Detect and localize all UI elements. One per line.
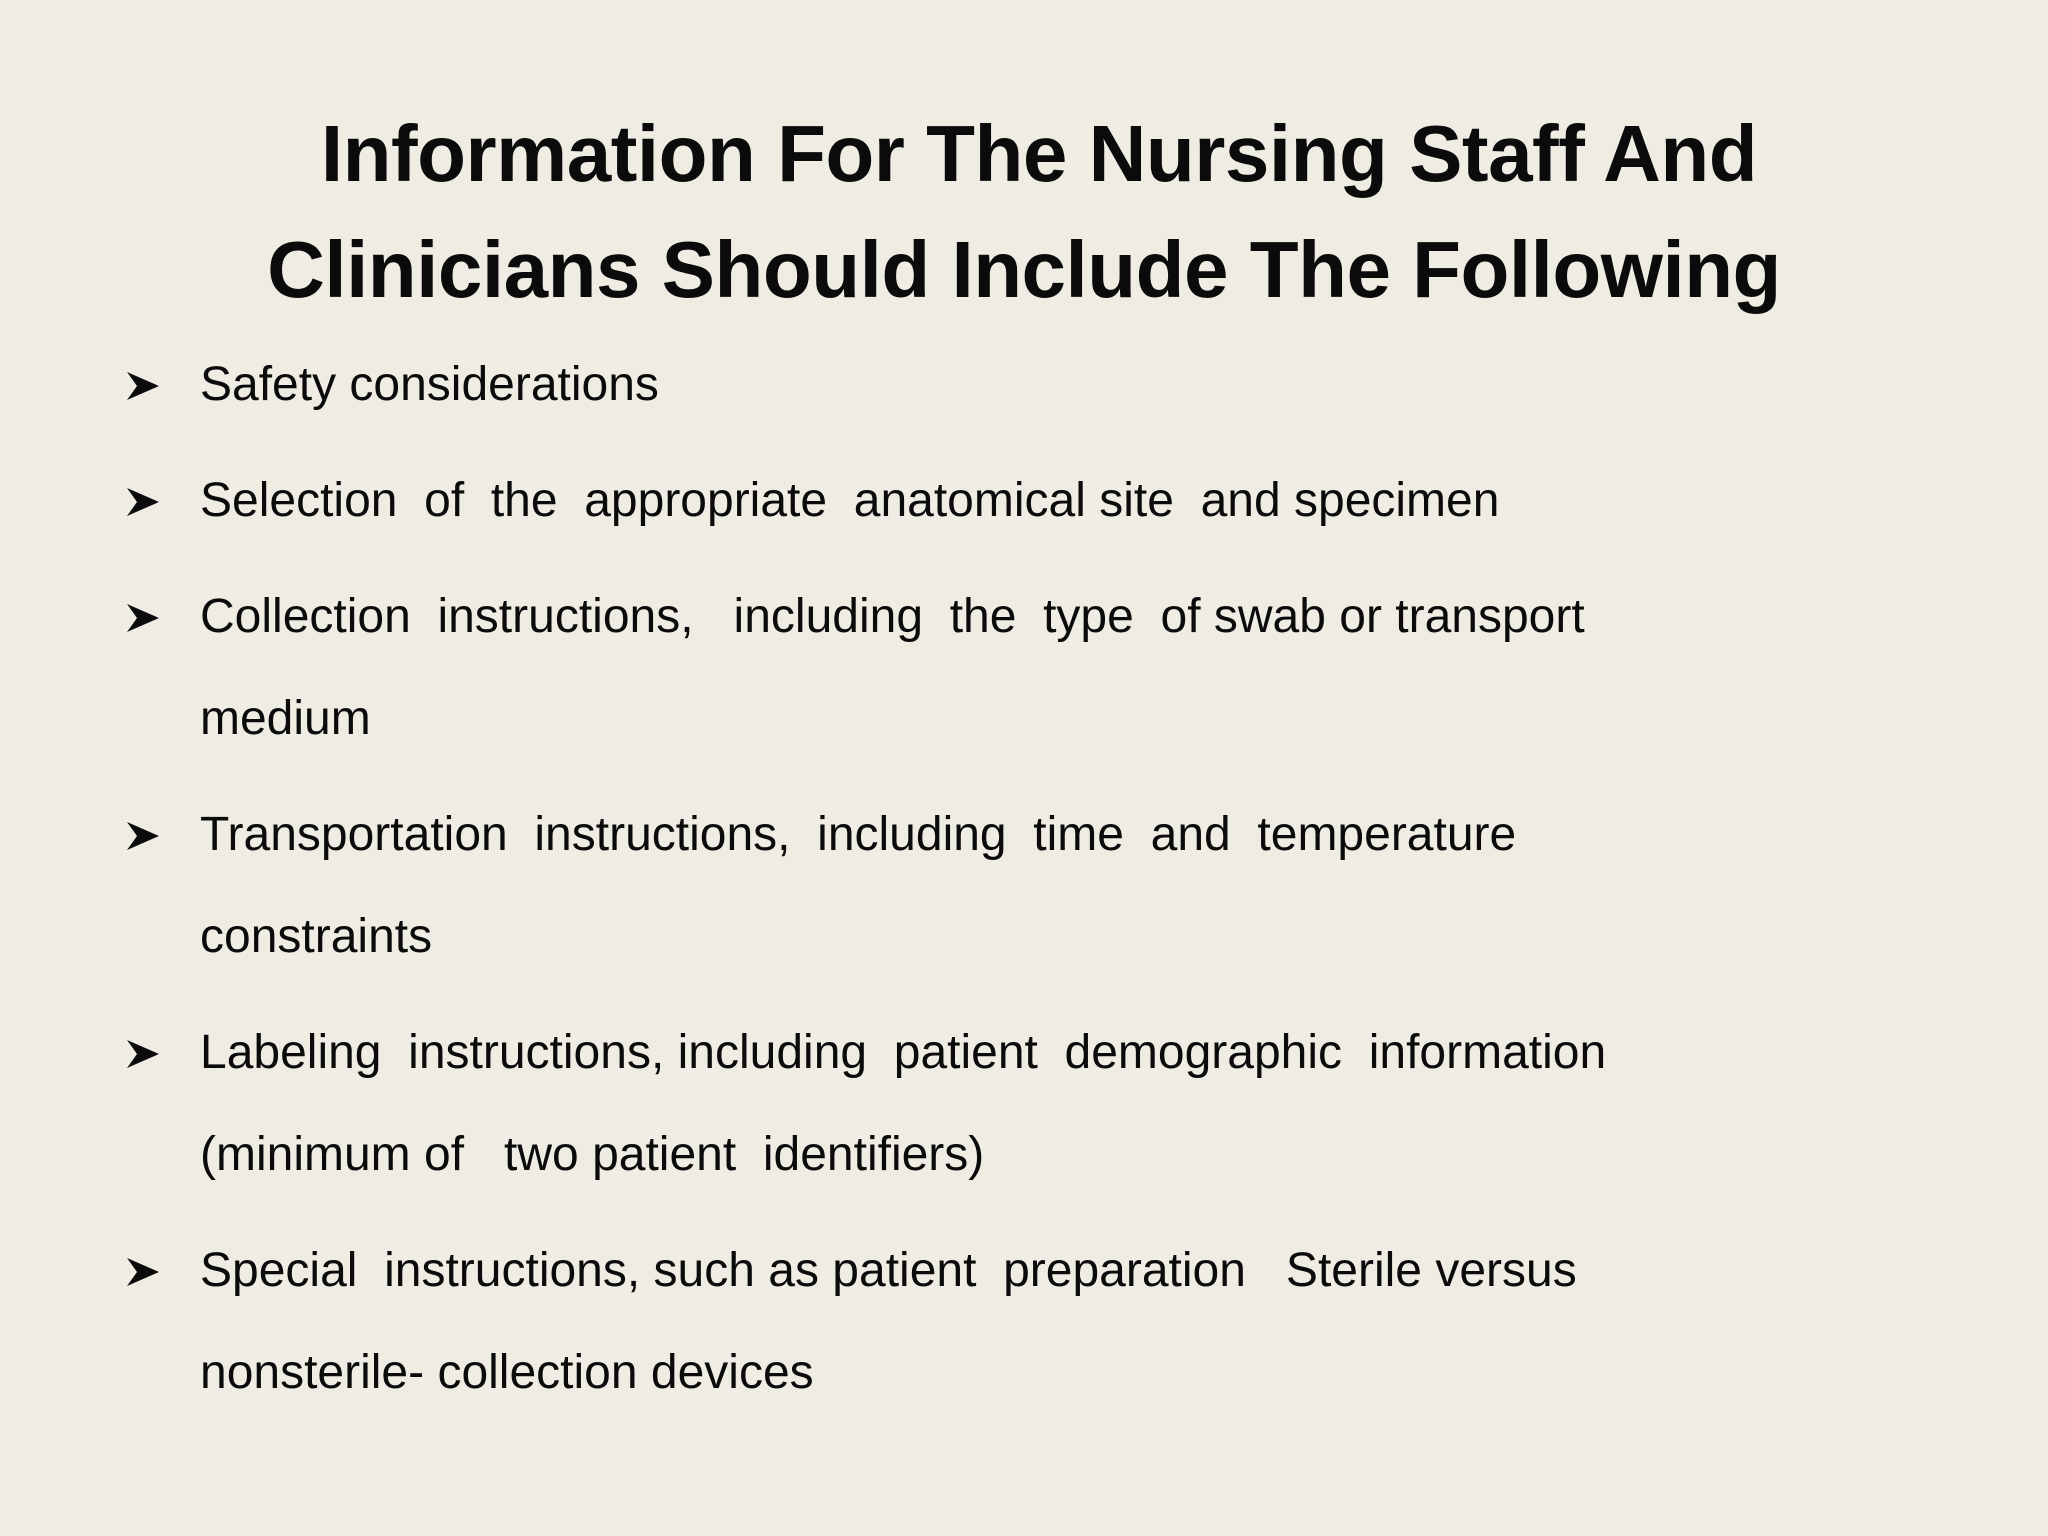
bullet-text-line: (minimum of two patient identifiers) [200, 1128, 985, 1181]
title-line-2: Clinicians Should Include The Following [267, 225, 1781, 314]
bullet-list [125, 334, 1925, 1438]
list-item [125, 566, 1925, 770]
bullet-text-line: Special instructions, such as patient preparation Sterile versus [200, 1244, 1577, 1297]
list-item [125, 1220, 1925, 1424]
bullet-text-line: Collection instructions, including the type of swab or transport [200, 590, 1585, 643]
arrowhead-bullet-icon [125, 600, 161, 636]
bullet-text-line: nonsterile- collection devices [200, 1346, 814, 1399]
title-line-1: Information For The Nursing Staff And [320, 109, 1758, 198]
bullet-text-line: Labeling instructions, including patient demographic information [200, 1026, 1607, 1079]
list-item [125, 784, 1925, 988]
bullet-text-line: Selection of the appropriate anatomical site and specimen [200, 474, 1500, 527]
list-item [125, 334, 1925, 436]
arrowhead-bullet-icon [125, 1254, 161, 1290]
slide-title [0, 96, 2048, 328]
bullet-text-line: Safety considerations [200, 358, 659, 411]
bullet-text-line: Transportation instructions, including time and temperature [200, 808, 1517, 861]
bullet-text-line: medium [200, 692, 371, 745]
list-item [125, 450, 1925, 552]
arrowhead-bullet-icon [125, 818, 161, 854]
arrowhead-bullet-icon [125, 1036, 161, 1072]
bullet-text-line: constraints [200, 910, 433, 963]
arrowhead-bullet-icon [125, 484, 161, 520]
arrowhead-bullet-icon [125, 368, 161, 404]
list-item [125, 1002, 1925, 1206]
